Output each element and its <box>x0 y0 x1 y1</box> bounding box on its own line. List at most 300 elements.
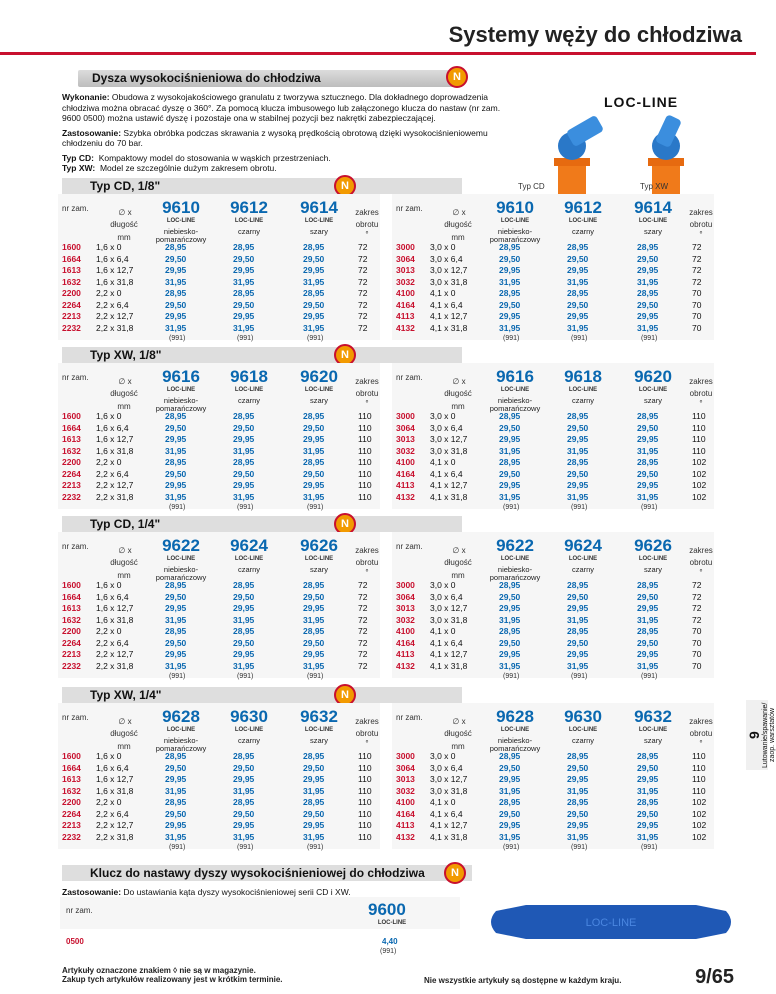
col-dia: ∅ x <box>452 546 466 555</box>
dimension: 3,0 x 12,7 <box>430 265 468 275</box>
dimension: 2,2 x 6,4 <box>96 299 129 310</box>
price: 29,50 <box>567 299 589 310</box>
product-code: 9614 <box>300 198 338 217</box>
order-number: 2232 <box>62 660 81 671</box>
price: 28,95 <box>567 580 589 590</box>
col-obrotu: obrotu <box>355 220 379 229</box>
rotation-range: 110 <box>692 751 706 761</box>
label: Typ CD: <box>62 152 94 163</box>
price: 28,95 <box>165 411 187 421</box>
rotation-range: 110 <box>358 831 372 842</box>
price: 31,95 <box>165 831 187 842</box>
price: 31,95 <box>499 276 521 287</box>
loc-line-mark: LOC-LINE <box>234 556 264 562</box>
col-deg: ° <box>699 230 703 239</box>
loc-line-mark: LOC-LINE <box>166 727 196 733</box>
price-code: (991) <box>307 844 324 851</box>
order-number: 4100 <box>396 457 415 467</box>
key-usage <box>62 887 351 897</box>
dimension: 2,2 x 6,4 <box>96 808 129 819</box>
price: 31,95 <box>499 614 521 625</box>
price: 29,95 <box>499 311 521 321</box>
price-code: (991) <box>503 844 520 851</box>
price: 28,95 <box>233 242 255 252</box>
order-number: 2264 <box>62 808 81 819</box>
dimension: 3,0 x 12,7 <box>430 774 468 784</box>
order-number: 4132 <box>396 660 415 671</box>
dimension: 4,1 x 12,7 <box>430 820 468 830</box>
col-dia: ∅ x <box>118 546 132 555</box>
color-label: czarny <box>571 227 595 236</box>
price: 29,95 <box>303 649 325 659</box>
text: Do ustawiania kąta dyszy wysokociśnieniowej serii CD i XW. <box>121 887 351 897</box>
price: 29,95 <box>233 774 255 784</box>
price: 28,95 <box>303 457 325 467</box>
price: 29,50 <box>233 808 255 819</box>
price-code: (991) <box>169 335 186 342</box>
price: 28,95 <box>303 288 325 298</box>
price: 31,95 <box>233 831 255 842</box>
price-code: (991) <box>237 844 254 851</box>
rotation-range: 110 <box>358 762 372 773</box>
loc-line-mark: LOC-LINE <box>166 556 196 562</box>
rotation-range: 70 <box>692 637 702 648</box>
col-range: zakres <box>689 377 713 386</box>
section-title: Dysza wysokociśnieniowa do chłodziwa <box>92 71 321 85</box>
label: Zastosowanie: <box>62 887 122 897</box>
color-label: niebiesko-pomarańczowy <box>155 736 207 753</box>
rotation-range: 72 <box>692 253 702 264</box>
color-label: czarny <box>237 396 261 405</box>
col-mm: mm <box>451 571 465 580</box>
price: 31,95 <box>303 491 325 502</box>
price: 31,95 <box>303 322 325 333</box>
price: 29,50 <box>165 468 187 479</box>
loc-line-mark: LOC-LINE <box>568 218 598 224</box>
order-number: 1600 <box>62 580 81 590</box>
header-rule <box>0 52 756 55</box>
header-title: Systemy węży do chłodziwa <box>448 22 742 47</box>
side-tab <box>746 700 776 770</box>
col-obrotu: obrotu <box>355 558 379 567</box>
rotation-range: 110 <box>692 785 706 796</box>
dimension: 1,6 x 31,8 <box>96 276 134 287</box>
rotation-range: 72 <box>358 580 368 590</box>
rotation-range: 70 <box>692 311 702 321</box>
price: 29,95 <box>499 434 521 444</box>
price: 28,95 <box>637 288 659 298</box>
order-number: 2264 <box>62 299 81 310</box>
price: 29,50 <box>233 468 255 479</box>
order-number: 3064 <box>396 591 415 602</box>
rotation-range: 110 <box>358 411 372 421</box>
rotation-range: 110 <box>358 468 372 479</box>
price: 31,95 <box>637 322 659 333</box>
price: 29,95 <box>637 311 659 321</box>
price: 29,95 <box>165 820 187 830</box>
price: 28,95 <box>165 626 187 636</box>
order-number: 3013 <box>396 434 415 444</box>
col-deg: ° <box>699 568 703 577</box>
order-number: 1613 <box>62 265 81 275</box>
brand-logo: LOC-LINE <box>604 94 679 110</box>
product-code: 9626 <box>300 536 338 555</box>
loc-line-mark: LOC-LINE <box>568 727 598 733</box>
price: 31,95 <box>233 491 255 502</box>
rotation-range: 102 <box>692 831 707 842</box>
dimension: 3,0 x 6,4 <box>430 591 463 602</box>
price: 31,95 <box>233 445 255 456</box>
order-number: 3000 <box>396 242 415 252</box>
price: 29,50 <box>303 762 325 773</box>
order-number: 2264 <box>62 468 81 479</box>
order-number: 4113 <box>396 311 415 321</box>
col-mm: mm <box>117 402 131 411</box>
col-dia: ∅ x <box>118 377 132 386</box>
col-range: zakres <box>355 717 379 726</box>
dimension: 1,6 x 0 <box>96 242 122 252</box>
rotation-range: 102 <box>692 480 707 490</box>
price: 29,95 <box>303 265 325 275</box>
price: 29,50 <box>233 422 255 433</box>
product-code: 9628 <box>162 707 200 726</box>
product-code: 9630 <box>230 707 268 726</box>
order-number: 1632 <box>62 276 81 287</box>
price: 29,95 <box>233 649 255 659</box>
order-number: 1664 <box>62 591 81 602</box>
price: 31,95 <box>233 322 255 333</box>
price: 31,95 <box>499 322 521 333</box>
loc-line-mark: LOC-LINE <box>638 218 668 224</box>
price: 29,95 <box>567 774 589 784</box>
dimension: 1,6 x 0 <box>96 580 122 590</box>
price: 28,95 <box>233 751 255 761</box>
color-label: niebiesko-pomarańczowy <box>155 227 207 244</box>
price: 28,95 <box>303 242 325 252</box>
price: 28,95 <box>165 580 187 590</box>
price: 29,95 <box>165 774 187 784</box>
dimension: 2,2 x 6,4 <box>96 468 129 479</box>
dimension: 2,2 x 31,8 <box>96 660 134 671</box>
dimension: 2,2 x 12,7 <box>96 311 134 321</box>
product-code: 9626 <box>634 536 672 555</box>
color-label: czarny <box>237 736 261 745</box>
rotation-range: 70 <box>692 322 702 333</box>
price: 29,50 <box>499 253 521 264</box>
rotation-range: 72 <box>692 242 702 252</box>
col-nr: nr zam. <box>396 542 423 551</box>
rotation-range: 70 <box>692 660 702 671</box>
price: 29,95 <box>303 311 325 321</box>
price: 31,95 <box>499 785 521 796</box>
price: 31,95 <box>499 491 521 502</box>
order-number: 1664 <box>62 253 81 264</box>
order-number: 2200 <box>62 288 81 298</box>
order-number: 3013 <box>396 265 415 275</box>
dimension: 4,1 x 31,8 <box>430 322 468 333</box>
loc-line-mark: LOC-LINE <box>500 727 530 733</box>
color-label: szary <box>310 227 328 236</box>
price: 29,95 <box>303 603 325 613</box>
price: 29,50 <box>637 591 659 602</box>
price: 29,95 <box>637 649 659 659</box>
price: 29,50 <box>567 808 589 819</box>
price: 28,95 <box>233 411 255 421</box>
price: 29,95 <box>637 265 659 275</box>
dimension: 1,6 x 12,7 <box>96 434 134 444</box>
col-mm: mm <box>451 402 465 411</box>
price: 29,95 <box>233 480 255 490</box>
price-code: (991) <box>503 504 520 511</box>
col-len: długość <box>110 558 138 567</box>
dimension: 4,1 x 0 <box>430 288 456 298</box>
col-nr: nr zam. <box>62 713 89 722</box>
rotation-range: 110 <box>358 785 372 796</box>
rotation-range: 72 <box>692 265 702 275</box>
order-number: 1632 <box>62 785 81 796</box>
price: 31,95 <box>567 660 589 671</box>
col-range: zakres <box>355 377 379 386</box>
table-title: Typ XW, 1/4" <box>62 687 462 703</box>
price: 29,50 <box>303 637 325 648</box>
product-code: 9610 <box>496 198 534 217</box>
rotation-range: 72 <box>358 276 368 287</box>
price: 29,50 <box>637 422 659 433</box>
price: 29,50 <box>637 468 659 479</box>
price: 31,95 <box>165 614 187 625</box>
rotation-range: 110 <box>692 411 706 421</box>
price-code: (991) <box>169 844 186 851</box>
price: 29,95 <box>165 649 187 659</box>
price: 31,95 <box>233 785 255 796</box>
order-number: 2200 <box>62 457 81 467</box>
col-nr: nr zam. <box>62 373 89 382</box>
price: 28,95 <box>165 242 187 252</box>
order-number: 2232 <box>62 491 81 502</box>
col-len: długość <box>110 220 138 229</box>
price: 31,95 <box>165 785 187 796</box>
price-code: (991) <box>169 504 186 511</box>
price: 29,95 <box>567 649 589 659</box>
col-nr: nr zam. <box>396 373 423 382</box>
col-range: zakres <box>689 717 713 726</box>
price: 28,95 <box>233 797 255 807</box>
price: 31,95 <box>637 831 659 842</box>
order-number: 3000 <box>396 751 415 761</box>
price: 28,95 <box>637 626 659 636</box>
dimension: 2,2 x 0 <box>96 288 122 298</box>
rotation-range: 110 <box>692 434 706 444</box>
footer-center: Nie wszystkie artykuły są dostępne w każdym kraju. <box>424 976 622 985</box>
price: 29,50 <box>567 762 589 773</box>
price: 28,95 <box>233 626 255 636</box>
price: 29,50 <box>303 422 325 433</box>
price: 28,95 <box>499 580 521 590</box>
color-label: szary <box>644 565 662 574</box>
col-range: zakres <box>689 546 713 555</box>
brand-n-icon: N <box>444 862 466 884</box>
price: 29,95 <box>567 603 589 613</box>
brand-n-icon: N <box>334 344 356 366</box>
price: 29,50 <box>637 299 659 310</box>
price: 31,95 <box>165 445 187 456</box>
price: 28,95 <box>233 457 255 467</box>
price: 31,95 <box>499 660 521 671</box>
price: 29,95 <box>567 265 589 275</box>
price-code: (991) <box>307 335 324 342</box>
price: 29,50 <box>499 468 521 479</box>
product-code: 9612 <box>230 198 268 217</box>
rotation-range: 110 <box>358 422 372 433</box>
product-code: 9624 <box>230 536 268 555</box>
price: 29,50 <box>233 637 255 648</box>
dimension: 3,0 x 31,8 <box>430 614 468 625</box>
price: 29,95 <box>303 434 325 444</box>
price: 28,95 <box>499 457 521 467</box>
rotation-range: 102 <box>692 820 707 830</box>
dimension: 3,0 x 0 <box>430 751 456 761</box>
price-code: (991) <box>307 504 324 511</box>
price: 28,95 <box>303 797 325 807</box>
color-label: niebiesko-pomarańczowy <box>155 565 207 582</box>
price: 29,95 <box>637 774 659 784</box>
col-mm: mm <box>451 742 465 751</box>
dimension: 4,1 x 0 <box>430 797 456 807</box>
price: 29,95 <box>165 434 187 444</box>
rotation-range: 110 <box>358 491 372 502</box>
dimension: 1,6 x 12,7 <box>96 603 134 613</box>
col-range: zakres <box>355 546 379 555</box>
dimension: 4,1 x 31,8 <box>430 660 468 671</box>
key-tool-image <box>486 893 736 951</box>
key-code: 9600 <box>368 900 406 919</box>
price-code: (991) <box>641 504 658 511</box>
price: 31,95 <box>303 660 325 671</box>
price: 28,95 <box>499 626 521 636</box>
price: 29,50 <box>567 637 589 648</box>
price-code: (991) <box>571 335 588 342</box>
table-title: Typ CD, 1/8" <box>62 178 462 194</box>
dimension: 1,6 x 31,8 <box>96 614 134 625</box>
order-number: 4100 <box>396 288 415 298</box>
photo-label-xw: Typ XW <box>640 182 669 191</box>
dimension: 2,2 x 12,7 <box>96 820 134 830</box>
rotation-range: 102 <box>692 457 707 467</box>
color-label: czarny <box>237 565 261 574</box>
price: 28,95 <box>303 411 325 421</box>
price-code: (991) <box>503 335 520 342</box>
text: Kompaktowy model do stosowania w wąskich przestrzeniach. <box>98 152 331 163</box>
loc-line-mark: LOC-LINE <box>234 218 264 224</box>
order-number: 4113 <box>396 820 415 830</box>
dimension: 3,0 x 6,4 <box>430 253 463 264</box>
order-number: 3032 <box>396 445 415 456</box>
price: 29,50 <box>303 808 325 819</box>
order-number: 2213 <box>62 311 81 321</box>
brand-n-icon: N <box>334 175 356 197</box>
loc-line-mark: LOC-LINE <box>500 387 530 393</box>
loc-line-mark: LOC-LINE <box>304 727 334 733</box>
order-number: 1600 <box>62 411 81 421</box>
color-label: czarny <box>571 736 595 745</box>
dimension: 1,6 x 31,8 <box>96 785 134 796</box>
price: 31,95 <box>637 785 659 796</box>
key-col-nr: nr zam. <box>66 906 93 915</box>
dimension: 4,1 x 0 <box>430 626 456 636</box>
product-code: 9622 <box>162 536 200 555</box>
col-deg: ° <box>365 399 369 408</box>
price: 29,95 <box>499 649 521 659</box>
color-label: szary <box>644 736 662 745</box>
loc-line-mark: LOC-LINE <box>638 727 668 733</box>
text: Szybka obróbka podczas skrawania z wysoką prędkością obrotową dzięki wysokociśnieniowemu chłodzeniu do 70 bar. <box>62 127 488 148</box>
price: 29,95 <box>499 820 521 830</box>
brand-n-icon: N <box>446 66 468 88</box>
price: 29,95 <box>567 820 589 830</box>
order-number: 3032 <box>396 614 415 625</box>
price: 28,95 <box>637 797 659 807</box>
rotation-range: 110 <box>358 480 372 490</box>
price: 31,95 <box>233 660 255 671</box>
price: 29,95 <box>499 265 521 275</box>
order-number: 4132 <box>396 831 415 842</box>
loc-line-mark: LOC-LINE <box>234 387 264 393</box>
product-code: 9624 <box>564 536 602 555</box>
dimension: 2,2 x 12,7 <box>96 480 134 490</box>
price: 29,50 <box>567 253 589 264</box>
color-label: niebiesko-pomarańczowy <box>155 396 207 413</box>
order-number: 3032 <box>396 276 415 287</box>
order-number: 1613 <box>62 434 81 444</box>
rotation-range: 72 <box>358 311 368 321</box>
price: 29,50 <box>499 637 521 648</box>
col-obrotu: obrotu <box>689 389 713 398</box>
price: 31,95 <box>637 276 659 287</box>
color-label: czarny <box>571 565 595 574</box>
price-code: (991) <box>641 844 658 851</box>
price: 29,50 <box>499 422 521 433</box>
price-code: (991) <box>503 673 520 680</box>
dimension: 1,6 x 0 <box>96 411 122 421</box>
order-number: 3013 <box>396 603 415 613</box>
rotation-range: 110 <box>358 820 372 830</box>
dimension: 2,2 x 31,8 <box>96 491 134 502</box>
rotation-range: 72 <box>358 253 368 264</box>
dimension: 4,1 x 6,4 <box>430 468 463 479</box>
price: 28,95 <box>165 751 187 761</box>
price: 28,95 <box>567 457 589 467</box>
price: 29,50 <box>165 253 187 264</box>
price: 31,95 <box>567 491 589 502</box>
price: 28,95 <box>637 580 659 590</box>
product-code: 9618 <box>564 367 602 386</box>
price: 31,95 <box>567 276 589 287</box>
rotation-range: 72 <box>358 603 368 613</box>
order-number: 4113 <box>396 649 415 659</box>
order-number: 3032 <box>396 785 415 796</box>
col-len: długość <box>444 220 472 229</box>
col-deg: ° <box>365 568 369 577</box>
col-len: długość <box>110 389 138 398</box>
price: 29,50 <box>165 591 187 602</box>
price: 28,95 <box>567 626 589 636</box>
price: 29,50 <box>567 591 589 602</box>
price: 31,95 <box>303 276 325 287</box>
price: 28,95 <box>637 751 659 761</box>
price: 29,50 <box>637 762 659 773</box>
price: 28,95 <box>567 411 589 421</box>
dimension: 3,0 x 31,8 <box>430 276 468 287</box>
